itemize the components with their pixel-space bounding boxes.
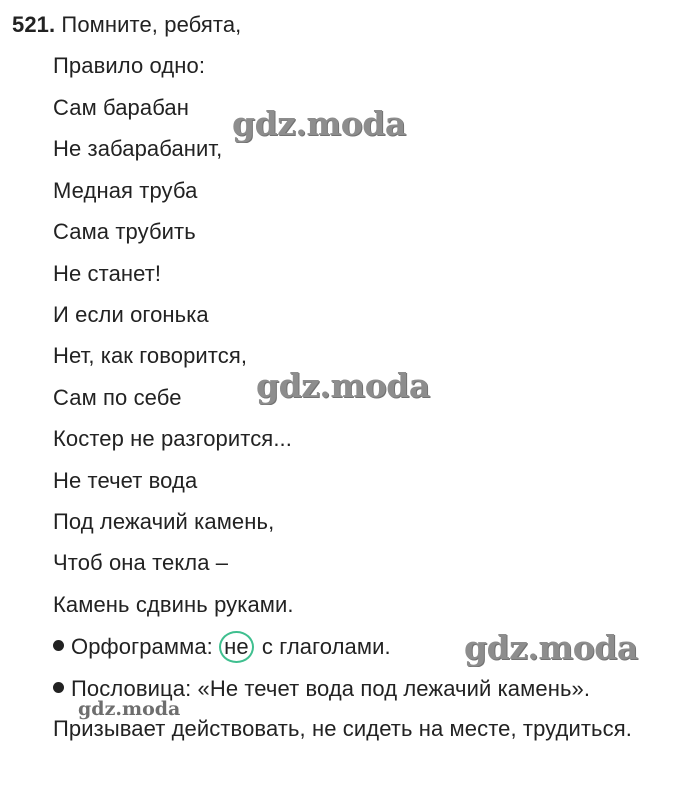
poem-first-line: Помните, ребята, [55,12,242,37]
poem-line: И если огонька [53,302,209,327]
bullet-icon [53,640,64,651]
poem-line: Под лежачий камень, [53,509,275,534]
poem-line: Правило одно: [53,53,206,78]
watermark: gdz.moda [256,366,430,405]
watermark: gdz.moda [78,698,181,720]
conclusion-text: Призывает действовать, не сидеть на месте, трудиться. [53,716,632,741]
poem-line: Не течет вода [53,468,198,493]
bullet-icon [53,682,64,693]
poem-line: Сам по себе [53,385,182,410]
watermark: gdz.moda [232,104,406,143]
poem-line: Костер не разгорится... [53,426,292,451]
poem-line: Медная труба [53,178,198,203]
poem-line: Сам барабан [53,95,189,120]
orthogram-label: Орфограмма: [71,634,220,659]
exercise-header [12,12,241,38]
poem-line: Сама трубить [53,219,196,244]
orthogram-note [53,634,391,660]
poem-line: Нет, как говорится, [53,343,248,368]
proverb-text: Пословица: «Не течет вода под лежачий камень». [71,676,591,701]
poem-line: Не забарабанит, [53,136,223,161]
orthogram-rest: с глаголами. [255,634,391,659]
circled-particle: не [219,631,254,663]
poem-line: Не станет! [53,261,162,286]
exercise-number: 521. [12,12,56,37]
poem-line: Камень сдвинь руками. [53,592,294,617]
poem-line: Чтоб она текла – [53,550,229,575]
watermark: gdz.moda [464,628,638,667]
